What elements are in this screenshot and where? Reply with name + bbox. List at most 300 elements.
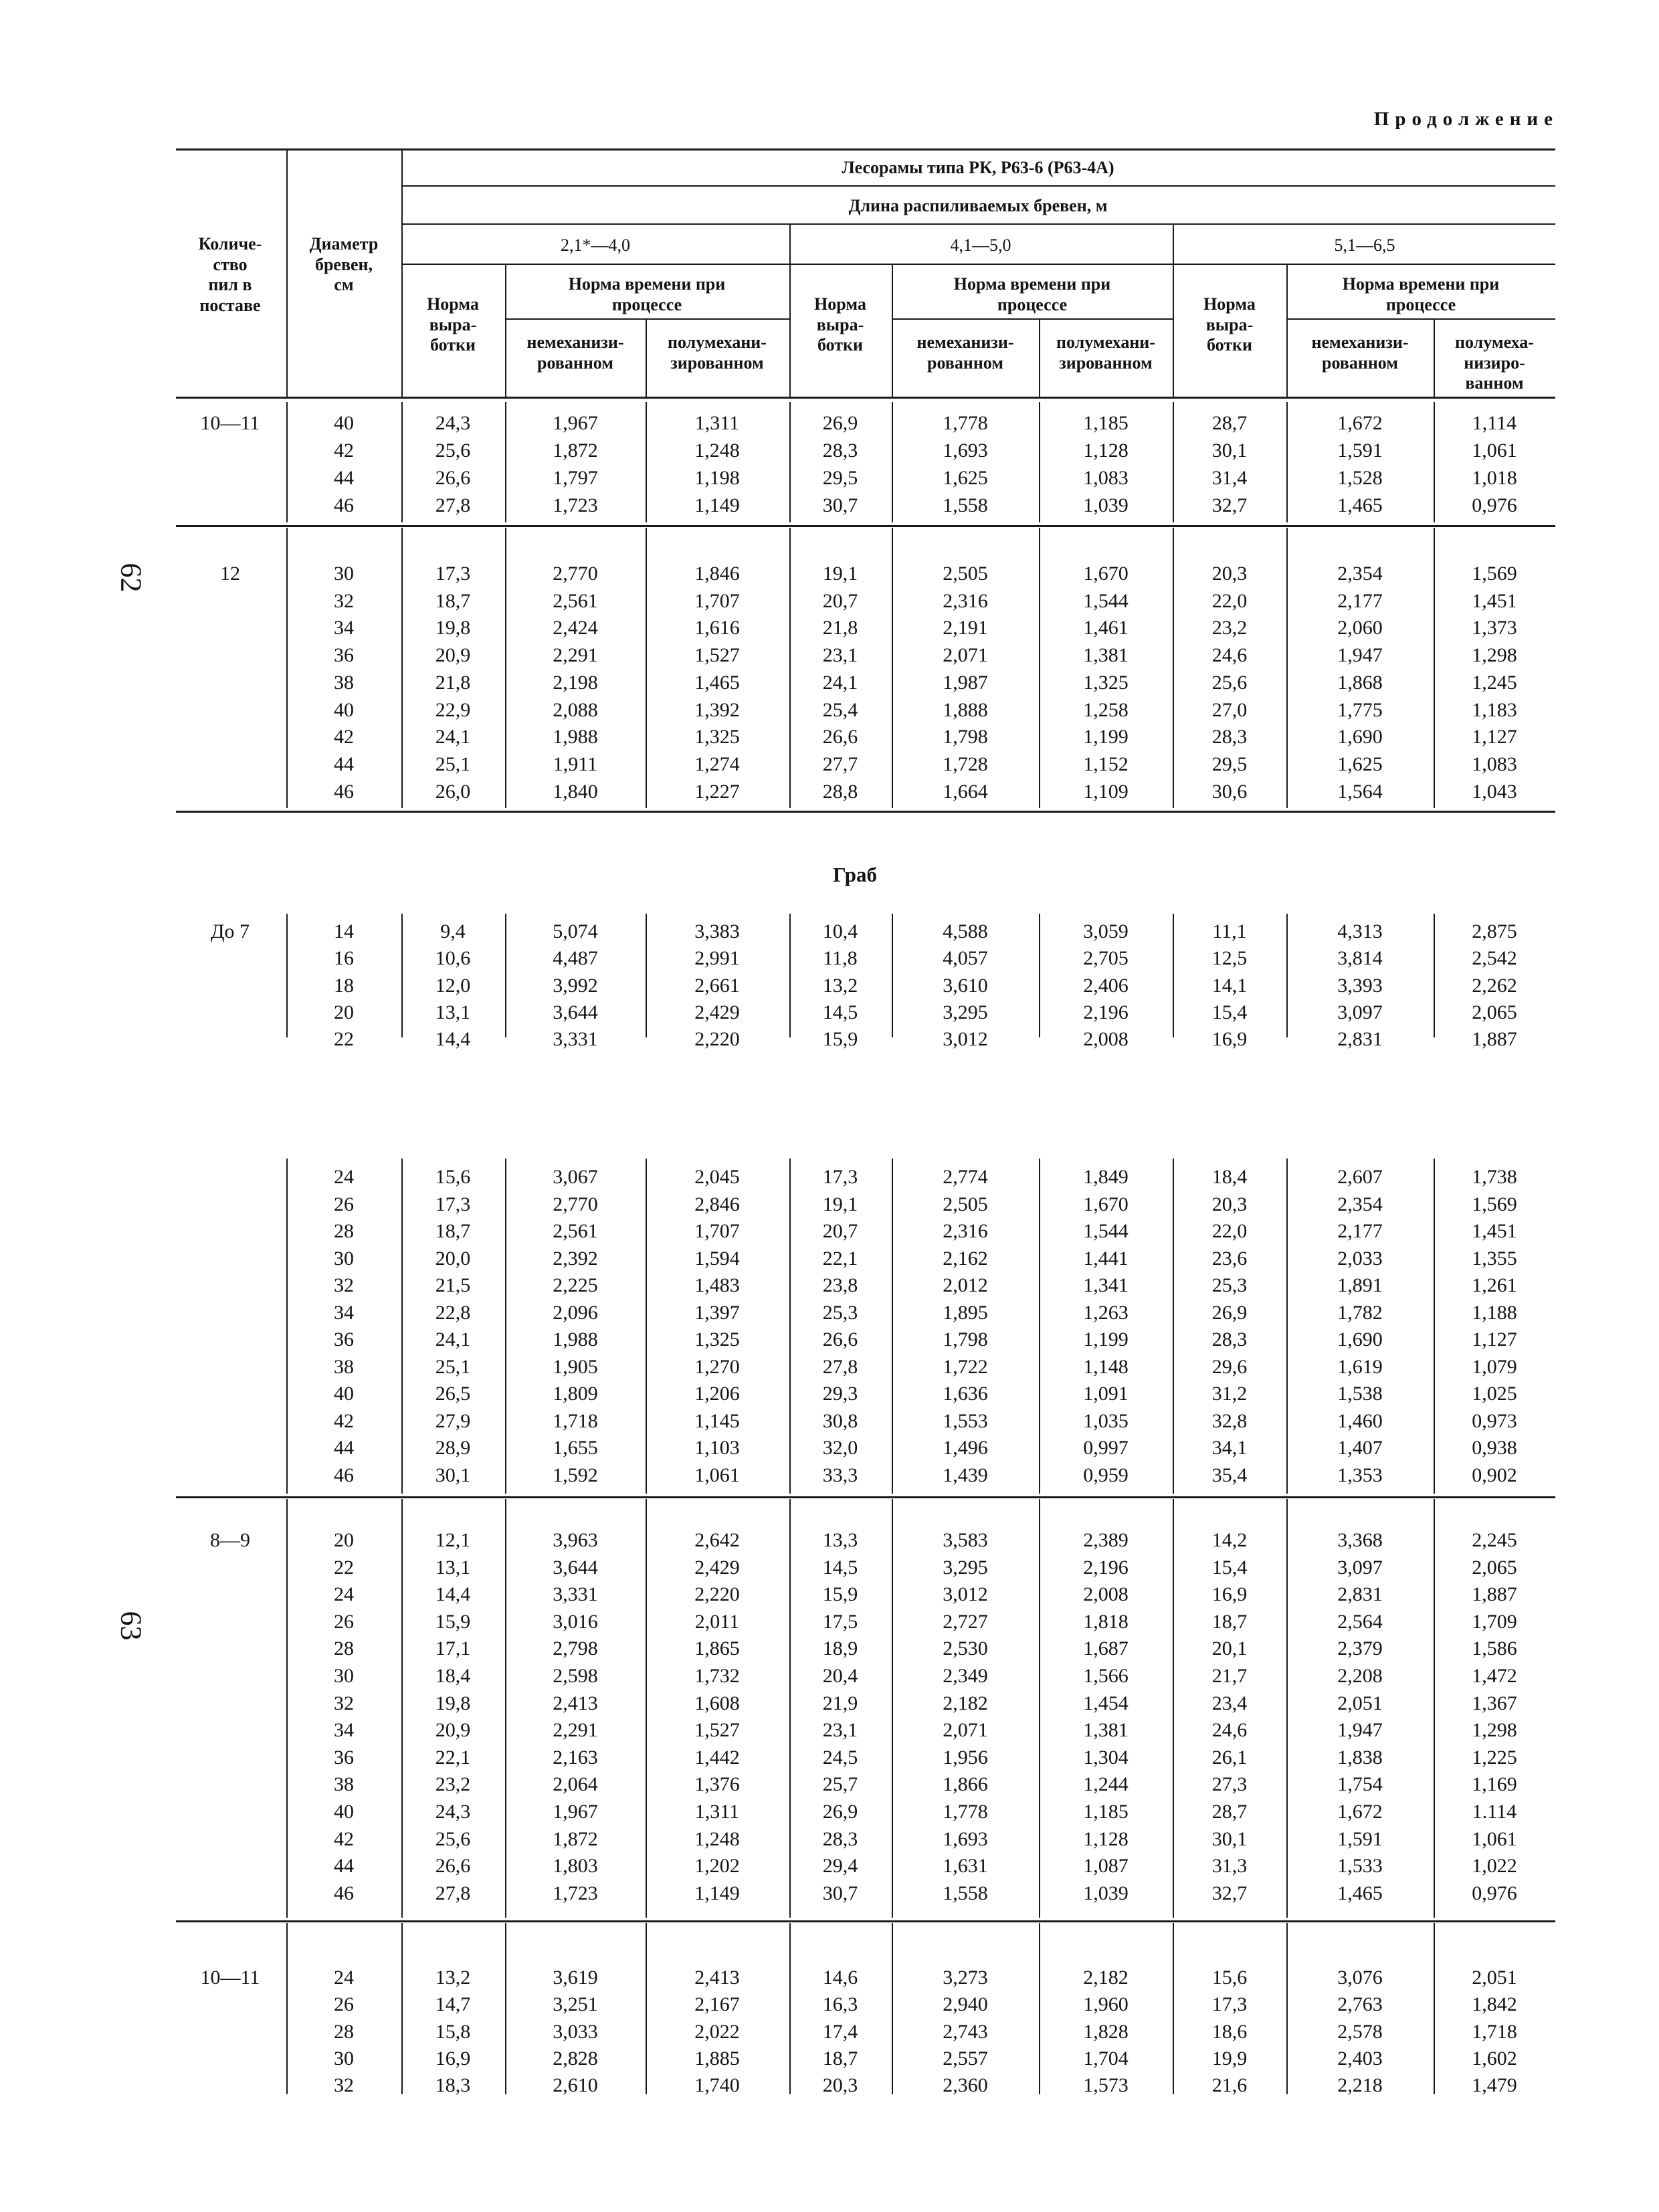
cell-semimech-1: 1,865: [694, 1637, 740, 1660]
cell-norm-3: 35,4: [1211, 1464, 1248, 1486]
cell-semimech-3: 1,079: [1472, 1356, 1517, 1378]
cell-diameter: 38: [334, 1773, 354, 1795]
cell-norm-3: 18,7: [1211, 1611, 1248, 1633]
cell-norm-2: 14,5: [822, 1556, 858, 1579]
cell-semimech-3: 1,018: [1472, 467, 1517, 489]
block-4-vline-8: [1173, 1159, 1174, 1494]
cell-nonmech-1: 3,331: [553, 1028, 598, 1050]
cell-norm-2: 17,5: [822, 1611, 858, 1633]
block-3-vline-9: [1286, 914, 1288, 1037]
cell-nonmech-2: 1,636: [943, 1383, 988, 1405]
cell-semimech-3: 1,127: [1472, 726, 1517, 748]
cell-semimech-3: 0,976: [1472, 1882, 1517, 1904]
cell-norm-1: 25,1: [435, 1356, 471, 1378]
cell-semimech-2: 1,704: [1083, 2047, 1129, 2070]
cell-norm-2: 14,5: [822, 1001, 858, 1023]
saw-count: 12: [220, 563, 240, 585]
cell-semimech-1: 2,022: [694, 2021, 740, 2043]
cell-nonmech-1: 1,723: [553, 494, 598, 516]
cell-semimech-3: 1,355: [1472, 1247, 1517, 1270]
cell-nonmech-2: 1,693: [943, 439, 988, 462]
cell-norm-2: 20,3: [822, 2074, 858, 2096]
block-4-vline-1: [286, 1159, 288, 1494]
cell-nonmech-3: 1,782: [1337, 1302, 1383, 1324]
cell-semimech-1: 2,167: [694, 1993, 740, 2015]
header-vline-count: [401, 148, 403, 398]
cell-norm-1: 18,3: [435, 2074, 471, 2096]
cell-semimech-1: 1,527: [694, 1719, 740, 1741]
cell-nonmech-2: 1,496: [943, 1437, 988, 1459]
cell-semimech-1: 1,149: [694, 494, 740, 516]
block-separator-2: [176, 811, 1555, 813]
cell-norm-1: 26,5: [435, 1383, 471, 1405]
cell-norm-3: 29,6: [1211, 1356, 1248, 1378]
cell-norm-2: 26,6: [822, 726, 858, 748]
cell-semimech-2: 1,199: [1083, 1328, 1129, 1350]
block-4-vline-9: [1286, 1159, 1288, 1494]
cell-nonmech-2: 2,530: [943, 1637, 988, 1660]
cell-diameter: 16: [334, 947, 354, 969]
cell-semimech-2: 1,152: [1083, 753, 1129, 775]
block-6-vline-7: [1039, 1923, 1040, 2094]
cell-nonmech-3: 1,672: [1337, 412, 1383, 434]
cell-nonmech-3: 2,177: [1337, 1220, 1383, 1242]
cell-norm-2: 11,8: [823, 947, 858, 969]
cell-nonmech-2: 4,057: [943, 947, 988, 969]
cell-norm-3: 27,3: [1211, 1773, 1248, 1795]
cell-nonmech-3: 1,868: [1337, 672, 1383, 694]
cell-nonmech-2: 1,895: [943, 1302, 988, 1324]
block-2-vline-10: [1434, 528, 1435, 808]
cell-nonmech-3: 1,690: [1337, 726, 1383, 748]
block-5-vline-9: [1286, 1499, 1288, 1918]
cell-norm-3: 26,1: [1211, 1746, 1248, 1769]
cell-norm-3: 30,6: [1211, 781, 1248, 803]
cell-norm-1: 25,6: [435, 439, 471, 462]
cell-norm-3: 18,6: [1211, 2021, 1248, 2043]
cell-nonmech-2: 1,664: [943, 781, 988, 803]
cell-norm-3: 16,9: [1211, 1583, 1248, 1605]
cell-norm-1: 24,1: [435, 726, 471, 748]
cell-nonmech-1: 2,770: [553, 1193, 598, 1215]
cell-semimech-3: 0,973: [1472, 1410, 1517, 1432]
cell-norm-3: 28,7: [1211, 1801, 1248, 1823]
cell-nonmech-3: 2,403: [1337, 2047, 1383, 2070]
cell-semimech-2: 1,849: [1083, 1166, 1129, 1188]
cell-semimech-3: 1,569: [1472, 563, 1517, 585]
cell-norm-3: 30,1: [1211, 439, 1248, 462]
cell-norm-3: 21,6: [1211, 2074, 1248, 2096]
cell-semimech-1: 2,661: [694, 975, 740, 997]
cell-diameter: 38: [334, 1356, 354, 1378]
cell-norm-3: 20,1: [1211, 1637, 1248, 1660]
cell-diameter: 28: [334, 1220, 354, 1242]
cell-norm-2: 27,8: [822, 1356, 858, 1378]
cell-diameter: 26: [334, 1611, 354, 1633]
cell-semimech-3: 2,875: [1472, 920, 1517, 942]
cell-semimech-2: 1,039: [1083, 494, 1129, 516]
cell-semimech-1: 1,483: [694, 1274, 740, 1296]
header-semimech-2: полумехани- зированном: [1056, 332, 1155, 373]
cell-nonmech-1: 3,644: [553, 1001, 598, 1023]
header-norm-output-3: Норма выра- ботки: [1203, 294, 1256, 355]
cell-diameter: 40: [334, 1383, 354, 1405]
cell-semimech-2: 1,828: [1083, 2021, 1129, 2043]
cell-semimech-3: 1,298: [1472, 644, 1517, 666]
cell-nonmech-3: 2,208: [1337, 1665, 1383, 1687]
cell-diameter: 22: [334, 1556, 354, 1579]
cell-norm-3: 32,7: [1211, 1882, 1248, 1904]
cell-norm-2: 30,7: [822, 1882, 858, 1904]
cell-nonmech-2: 1,987: [943, 672, 988, 694]
cell-nonmech-1: 2,225: [553, 1274, 598, 1296]
cell-semimech-2: 2,008: [1083, 1583, 1129, 1605]
cell-norm-3: 23,2: [1211, 617, 1248, 639]
cell-nonmech-2: 2,071: [943, 644, 988, 666]
cell-diameter: 36: [334, 1746, 354, 1769]
header-process-rule-1: [505, 318, 789, 320]
cell-nonmech-1: 1,723: [553, 1882, 598, 1904]
cell-nonmech-3: 2,831: [1337, 1583, 1383, 1605]
cell-nonmech-2: 2,360: [943, 2074, 988, 2096]
cell-diameter: 20: [334, 1001, 354, 1023]
block-4-vline-10: [1434, 1159, 1435, 1494]
cell-nonmech-2: 3,295: [943, 1556, 988, 1579]
cell-norm-3: 24,6: [1211, 644, 1248, 666]
cell-nonmech-3: 3,076: [1337, 1967, 1383, 1989]
cell-norm-2: 30,8: [822, 1410, 858, 1432]
cell-nonmech-3: 2,051: [1337, 1692, 1383, 1714]
cell-semimech-3: 0,976: [1472, 494, 1517, 516]
cell-norm-1: 18,4: [435, 1665, 471, 1687]
cell-nonmech-1: 2,163: [553, 1746, 598, 1769]
cell-norm-2: 26,9: [822, 1801, 858, 1823]
cell-semimech-1: 1,270: [694, 1356, 740, 1378]
cell-semimech-2: 3,059: [1083, 920, 1129, 942]
continued-label: Продолжение: [1373, 108, 1559, 130]
cell-nonmech-3: 1,775: [1337, 699, 1383, 721]
cell-nonmech-1: 2,770: [553, 563, 598, 585]
cell-semimech-1: 2,429: [694, 1001, 740, 1023]
block-5-vline-1: [286, 1499, 288, 1918]
cell-norm-2: 33,3: [822, 1464, 858, 1486]
cell-norm-1: 9,4: [440, 920, 466, 942]
cell-nonmech-1: 1,797: [553, 467, 598, 489]
cell-norm-3: 14,1: [1211, 975, 1248, 997]
block-separator-1: [176, 525, 1555, 527]
cell-norm-1: 14,7: [435, 1993, 471, 2015]
block-6-vline-1: [286, 1923, 288, 2094]
cell-semimech-1: 1,707: [694, 590, 740, 612]
cell-nonmech-3: 1,591: [1337, 439, 1383, 462]
block-5-vline-7: [1039, 1499, 1040, 1918]
cell-semimech-3: 1,842: [1472, 1993, 1517, 2015]
cell-diameter: 32: [334, 1692, 354, 1714]
block-3-vline-4: [646, 914, 647, 1037]
cell-nonmech-3: 2,831: [1337, 1028, 1383, 1050]
block-6-vline-4: [646, 1923, 647, 2094]
cell-nonmech-3: 1,625: [1337, 753, 1383, 775]
cell-norm-2: 24,5: [822, 1746, 858, 1769]
cell-nonmech-3: 3,097: [1337, 1556, 1383, 1579]
cell-nonmech-2: 3,012: [943, 1583, 988, 1605]
cell-norm-3: 15,6: [1211, 1967, 1248, 1989]
cell-semimech-3: 1,043: [1472, 781, 1517, 803]
block-2-vline-8: [1173, 528, 1174, 808]
cell-semimech-3: 2,065: [1472, 1556, 1517, 1579]
cell-norm-1: 26,0: [435, 781, 471, 803]
cell-nonmech-2: 2,557: [943, 2047, 988, 2070]
cell-diameter: 28: [334, 2021, 354, 2043]
header-norm-output-2: Норма выра- ботки: [814, 294, 866, 355]
cell-norm-1: 24,3: [435, 412, 471, 434]
cell-semimech-2: 1,325: [1083, 672, 1129, 694]
cell-nonmech-1: 1,967: [553, 1801, 598, 1823]
cell-diameter: 44: [334, 467, 354, 489]
cell-nonmech-1: 1,872: [553, 1828, 598, 1850]
cell-nonmech-2: 2,505: [943, 1193, 988, 1215]
cell-semimech-3: 0,938: [1472, 1437, 1517, 1459]
cell-diameter: 40: [334, 699, 354, 721]
cell-nonmech-3: 1,533: [1337, 1855, 1383, 1877]
cell-norm-3: 28,3: [1211, 726, 1248, 748]
block-1-vline-10: [1434, 402, 1435, 522]
cell-nonmech-2: 2,940: [943, 1993, 988, 2015]
page-number-63: 63: [114, 1611, 148, 1641]
cell-semimech-2: 1,960: [1083, 1993, 1129, 2015]
cell-norm-2: 26,6: [822, 1328, 858, 1350]
cell-norm-2: 18,7: [822, 2047, 858, 2070]
header-machine-rule: [401, 185, 1555, 187]
cell-diameter: 26: [334, 1193, 354, 1215]
cell-nonmech-1: 3,067: [553, 1166, 598, 1188]
cell-nonmech-1: 3,992: [553, 975, 598, 997]
cell-norm-1: 25,1: [435, 753, 471, 775]
cell-semimech-2: 1,244: [1083, 1773, 1129, 1795]
cell-diameter: 32: [334, 2074, 354, 2096]
cell-norm-2: 23,1: [822, 644, 858, 666]
cell-norm-1: 19,8: [435, 1692, 471, 1714]
cell-nonmech-2: 1,956: [943, 1746, 988, 1769]
cell-norm-2: 17,4: [822, 2021, 858, 2043]
cell-diameter: 26: [334, 1993, 354, 2015]
cell-diameter: 42: [334, 439, 354, 462]
cell-semimech-2: 2,705: [1083, 947, 1129, 969]
cell-nonmech-1: 3,963: [553, 1529, 598, 1551]
block-3-vline-10: [1434, 914, 1435, 1037]
cell-nonmech-1: 1,803: [553, 1855, 598, 1877]
header-process-rule-2: [892, 318, 1173, 320]
block-2-vline-9: [1286, 528, 1288, 808]
cell-semimech-3: 1,569: [1472, 1193, 1517, 1215]
cell-nonmech-1: 1,840: [553, 781, 598, 803]
cell-semimech-1: 1,608: [694, 1692, 740, 1714]
cell-semimech-2: 1,441: [1083, 1247, 1129, 1270]
cell-nonmech-2: 3,295: [943, 1001, 988, 1023]
cell-semimech-2: 1,341: [1083, 1274, 1129, 1296]
cell-semimech-1: 2,011: [694, 1611, 740, 1633]
cell-semimech-2: 1,670: [1083, 1193, 1129, 1215]
cell-semimech-3: 1,298: [1472, 1719, 1517, 1741]
cell-semimech-2: 0,997: [1083, 1437, 1129, 1459]
block-2-vline-7: [1039, 528, 1040, 808]
cell-nonmech-1: 1,967: [553, 412, 598, 434]
cell-norm-2: 28,8: [822, 781, 858, 803]
cell-diameter: 44: [334, 1855, 354, 1877]
cell-diameter: 28: [334, 1637, 354, 1660]
block-5-vline-8: [1173, 1499, 1174, 1918]
cell-nonmech-1: 5,074: [553, 920, 598, 942]
cell-norm-2: 21,9: [822, 1692, 858, 1714]
block-5-vline-10: [1434, 1499, 1435, 1918]
cell-nonmech-3: 1,838: [1337, 1746, 1383, 1769]
cell-semimech-3: 1,887: [1472, 1583, 1517, 1605]
header-bottom-rule: [176, 397, 1555, 399]
cell-norm-1: 26,6: [435, 1855, 471, 1877]
cell-semimech-3: 1,188: [1472, 1302, 1517, 1324]
cell-semimech-1: 1,376: [694, 1773, 740, 1795]
cell-nonmech-1: 1,988: [553, 726, 598, 748]
cell-nonmech-1: 1,655: [553, 1437, 598, 1459]
cell-semimech-2: 1,199: [1083, 726, 1129, 748]
cell-nonmech-3: 1,460: [1337, 1410, 1383, 1432]
cell-semimech-1: 1,740: [694, 2074, 740, 2096]
cell-semimech-2: 1,544: [1083, 590, 1129, 612]
cell-nonmech-2: 1,888: [943, 699, 988, 721]
cell-norm-3: 31,2: [1211, 1383, 1248, 1405]
cell-norm-3: 34,1: [1211, 1437, 1248, 1459]
cell-nonmech-1: 2,413: [553, 1692, 598, 1714]
cell-semimech-1: 1,846: [694, 563, 740, 585]
block-4-vline-7: [1039, 1159, 1040, 1494]
cell-semimech-2: 1,091: [1083, 1383, 1129, 1405]
cell-semimech-2: 0,959: [1083, 1464, 1129, 1486]
cell-norm-2: 29,3: [822, 1383, 858, 1405]
species-heading: Граб: [832, 863, 878, 886]
cell-norm-2: 13,3: [822, 1529, 858, 1551]
cell-semimech-3: 2,542: [1472, 947, 1517, 969]
cell-norm-1: 22,8: [435, 1302, 471, 1324]
block-6-vline-8: [1173, 1923, 1174, 2094]
cell-semimech-1: 1,397: [694, 1302, 740, 1324]
cell-diameter: 22: [334, 1028, 354, 1050]
header-time-norm-2: Норма времени при процессе: [953, 274, 1111, 314]
cell-norm-2: 20,7: [822, 1220, 858, 1242]
cell-semimech-1: 1,202: [694, 1855, 740, 1877]
header-length-rule: [401, 223, 1555, 225]
cell-diameter: 36: [334, 1328, 354, 1350]
cell-semimech-2: 1,148: [1083, 1356, 1129, 1378]
header-nonmech-3: немеханизи- рованном: [1311, 332, 1409, 373]
saw-count: 10—11: [200, 1967, 260, 1989]
saw-count: 8—9: [210, 1529, 250, 1551]
cell-norm-3: 31,3: [1211, 1855, 1248, 1877]
cell-semimech-1: 2,045: [694, 1166, 740, 1188]
cell-nonmech-3: 4,313: [1337, 920, 1383, 942]
block-2-vline-1: [286, 528, 288, 808]
cell-semimech-1: 1,885: [694, 2047, 740, 2070]
cell-nonmech-3: 2,354: [1337, 1193, 1383, 1215]
cell-diameter: 44: [334, 1437, 354, 1459]
cell-diameter: 40: [334, 1801, 354, 1823]
cell-norm-2: 27,7: [822, 753, 858, 775]
cell-diameter: 30: [334, 1247, 354, 1270]
cell-semimech-1: 1,527: [694, 644, 740, 666]
cell-diameter: 42: [334, 1410, 354, 1432]
header-length-group-2: 4,1—5,0: [950, 235, 1011, 255]
cell-nonmech-1: 1,809: [553, 1383, 598, 1405]
cell-semimech-3: 1,261: [1472, 1274, 1517, 1296]
cell-norm-2: 25,3: [822, 1302, 858, 1324]
cell-nonmech-2: 2,505: [943, 563, 988, 585]
cell-nonmech-3: 3,368: [1337, 1529, 1383, 1551]
cell-norm-2: 28,3: [822, 1828, 858, 1850]
cell-nonmech-2: 1,728: [943, 753, 988, 775]
cell-semimech-3: 1,602: [1472, 2047, 1517, 2070]
cell-semimech-2: 2,406: [1083, 975, 1129, 997]
cell-diameter: 34: [334, 617, 354, 639]
cell-norm-1: 27,8: [435, 494, 471, 516]
cell-semimech-3: 1,367: [1472, 1692, 1517, 1714]
cell-semimech-2: 1,035: [1083, 1410, 1129, 1432]
cell-nonmech-2: 2,182: [943, 1692, 988, 1714]
cell-semimech-1: 1,311: [694, 1801, 740, 1823]
cell-semimech-3: 1,718: [1472, 2021, 1517, 2043]
cell-nonmech-3: 2,763: [1337, 1993, 1383, 2015]
cell-norm-1: 17,1: [435, 1637, 471, 1660]
cell-semimech-2: 1,304: [1083, 1746, 1129, 1769]
cell-semimech-2: 1,818: [1083, 1611, 1129, 1633]
cell-semimech-3: 1,887: [1472, 1028, 1517, 1050]
cell-semimech-2: 1,083: [1083, 467, 1129, 489]
cell-diameter: 34: [334, 1302, 354, 1324]
cell-semimech-3: 1,738: [1472, 1166, 1517, 1188]
cell-semimech-1: 1,248: [694, 1828, 740, 1850]
cell-norm-1: 19,8: [435, 617, 471, 639]
cell-norm-2: 24,1: [822, 672, 858, 694]
cell-nonmech-3: 1,465: [1337, 1882, 1383, 1904]
cell-nonmech-1: 1,911: [553, 753, 598, 775]
header-vline-group-3: [1173, 223, 1174, 398]
cell-norm-1: 12,1: [435, 1529, 471, 1551]
cell-nonmech-1: 2,096: [553, 1302, 598, 1324]
cell-norm-3: 19,9: [1211, 2047, 1248, 2070]
cell-nonmech-3: 2,578: [1337, 2021, 1383, 2043]
cell-semimech-3: 1,183: [1472, 699, 1517, 721]
cell-semimech-2: 1,573: [1083, 2074, 1129, 2096]
cell-norm-2: 15,9: [822, 1583, 858, 1605]
cell-nonmech-2: 2,316: [943, 590, 988, 612]
cell-diameter: 30: [334, 2047, 354, 2070]
cell-norm-3: 32,8: [1211, 1410, 1248, 1432]
cell-nonmech-3: 3,097: [1337, 1001, 1383, 1023]
cell-nonmech-1: 2,828: [553, 2047, 598, 2070]
cell-semimech-2: 2,389: [1083, 1529, 1129, 1551]
cell-nonmech-3: 3,393: [1337, 975, 1383, 997]
header-group-rule: [401, 264, 1555, 265]
cell-norm-2: 20,7: [822, 590, 858, 612]
cell-norm-3: 21,7: [1211, 1665, 1248, 1687]
cell-semimech-2: 1,461: [1083, 617, 1129, 639]
cell-semimech-1: 1,145: [694, 1410, 740, 1432]
cell-norm-3: 11,1: [1212, 920, 1247, 942]
cell-nonmech-2: 1,631: [943, 1855, 988, 1877]
cell-semimech-2: 1,544: [1083, 1220, 1129, 1242]
cell-nonmech-3: 3,814: [1337, 947, 1383, 969]
cell-diameter: 36: [334, 644, 354, 666]
block-separator-4: [176, 1920, 1555, 1922]
cell-diameter: 46: [334, 1464, 354, 1486]
